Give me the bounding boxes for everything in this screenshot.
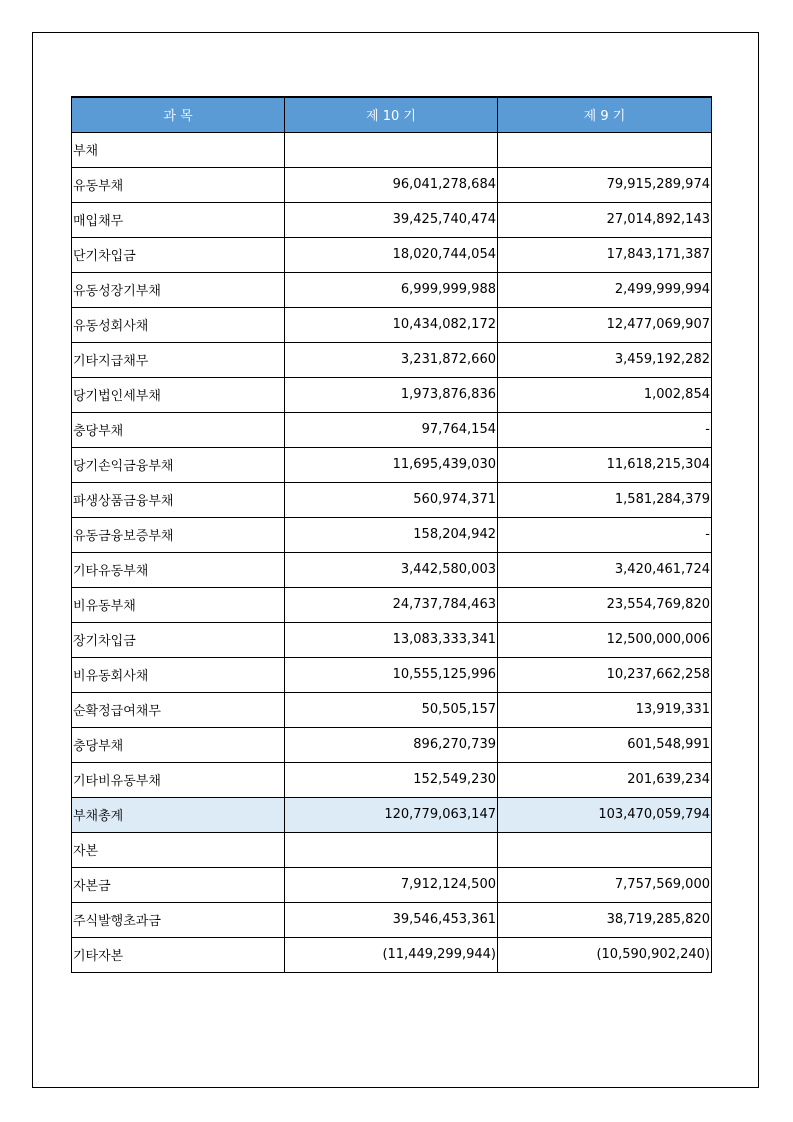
current-period-amount: 24,737,784,463 (285, 587, 498, 622)
prior-period-amount: 1,002,854 (498, 377, 712, 412)
account-name: 기타지급채무 (72, 342, 285, 377)
prior-period-amount: 3,420,461,724 (498, 552, 712, 587)
table-row (72, 832, 712, 867)
prior-period-amount: - (498, 517, 712, 552)
table-row (72, 902, 712, 937)
table-row (72, 587, 712, 622)
account-name: 기타유동부채 (72, 552, 285, 587)
prior-period-amount: 2,499,999,994 (498, 272, 712, 307)
table-row (72, 727, 712, 762)
account-name: 유동성장기부채 (72, 272, 285, 307)
account-name: 부채 (72, 132, 285, 167)
current-period-amount (285, 132, 498, 167)
prior-period-amount: 12,477,069,907 (498, 307, 712, 342)
account-name: 당기법인세부채 (72, 377, 285, 412)
prior-period-amount: 10,237,662,258 (498, 657, 712, 692)
account-name: 순확정급여채무 (72, 692, 285, 727)
prior-period-amount: 1,581,284,379 (498, 482, 712, 517)
current-period-amount: 3,231,872,660 (285, 342, 498, 377)
prior-period-amount (498, 832, 712, 867)
table-row (72, 622, 712, 657)
current-period-amount: 97,764,154 (285, 412, 498, 447)
current-period-amount: 10,434,082,172 (285, 307, 498, 342)
table-header-row (72, 97, 712, 132)
current-period-amount: 158,204,942 (285, 517, 498, 552)
prior-period-amount: 3,459,192,282 (498, 342, 712, 377)
account-name: 장기차입금 (72, 622, 285, 657)
table-row (72, 482, 712, 517)
account-name: 비유동부채 (72, 587, 285, 622)
account-name: 비유동회사채 (72, 657, 285, 692)
account-name: 부채총계 (72, 797, 285, 832)
financial-statement-table (71, 96, 712, 973)
current-period-amount: 120,779,063,147 (285, 797, 498, 832)
account-name: 충당부채 (72, 412, 285, 447)
current-period-amount: 7,912,124,500 (285, 867, 498, 902)
header-current-period: 제 10 기 (285, 97, 498, 132)
current-period-amount: 152,549,230 (285, 762, 498, 797)
current-period-amount: 3,442,580,003 (285, 552, 498, 587)
account-name: 단기차입금 (72, 237, 285, 272)
table-row (72, 517, 712, 552)
total-row (72, 797, 712, 832)
current-period-amount: 13,083,333,341 (285, 622, 498, 657)
account-name: 유동부채 (72, 167, 285, 202)
table-row (72, 937, 712, 972)
prior-period-amount: 79,915,289,974 (498, 167, 712, 202)
table-row (72, 867, 712, 902)
table-row (72, 272, 712, 307)
account-name: 자본금 (72, 867, 285, 902)
current-period-amount: 96,041,278,684 (285, 167, 498, 202)
current-period-amount: 6,999,999,988 (285, 272, 498, 307)
table-row (72, 307, 712, 342)
table-row (72, 762, 712, 797)
current-period-amount: (11,449,299,944) (285, 937, 498, 972)
account-name: 매입채무 (72, 202, 285, 237)
prior-period-amount: - (498, 412, 712, 447)
current-period-amount: 10,555,125,996 (285, 657, 498, 692)
account-name: 자본 (72, 832, 285, 867)
table-row (72, 692, 712, 727)
table-row (72, 377, 712, 412)
account-name: 주식발행초과금 (72, 902, 285, 937)
prior-period-amount: 103,470,059,794 (498, 797, 712, 832)
account-name: 유동금융보증부채 (72, 517, 285, 552)
prior-period-amount (498, 132, 712, 167)
prior-period-amount: 601,548,991 (498, 727, 712, 762)
prior-period-amount: 11,618,215,304 (498, 447, 712, 482)
prior-period-amount: 17,843,171,387 (498, 237, 712, 272)
table-row (72, 447, 712, 482)
header-account: 과 목 (72, 97, 285, 132)
header-prior-period: 제 9 기 (498, 97, 712, 132)
account-name: 파생상품금융부채 (72, 482, 285, 517)
account-name: 기타자본 (72, 937, 285, 972)
prior-period-amount: 27,014,892,143 (498, 202, 712, 237)
table-row (72, 342, 712, 377)
current-period-amount: 560,974,371 (285, 482, 498, 517)
table-row (72, 132, 712, 167)
current-period-amount: 39,546,453,361 (285, 902, 498, 937)
table-row (72, 412, 712, 447)
prior-period-amount: 12,500,000,006 (498, 622, 712, 657)
prior-period-amount: (10,590,902,240) (498, 937, 712, 972)
table-row (72, 202, 712, 237)
current-period-amount (285, 832, 498, 867)
table-row (72, 552, 712, 587)
account-name: 당기손익금융부채 (72, 447, 285, 482)
current-period-amount: 1,973,876,836 (285, 377, 498, 412)
table-body (72, 132, 712, 972)
current-period-amount: 896,270,739 (285, 727, 498, 762)
table-row (72, 657, 712, 692)
table-row (72, 167, 712, 202)
prior-period-amount: 38,719,285,820 (498, 902, 712, 937)
account-name: 충당부채 (72, 727, 285, 762)
account-name: 기타비유동부채 (72, 762, 285, 797)
current-period-amount: 18,020,744,054 (285, 237, 498, 272)
table-row (72, 237, 712, 272)
current-period-amount: 11,695,439,030 (285, 447, 498, 482)
current-period-amount: 50,505,157 (285, 692, 498, 727)
prior-period-amount: 23,554,769,820 (498, 587, 712, 622)
prior-period-amount: 7,757,569,000 (498, 867, 712, 902)
prior-period-amount: 201,639,234 (498, 762, 712, 797)
current-period-amount: 39,425,740,474 (285, 202, 498, 237)
prior-period-amount: 13,919,331 (498, 692, 712, 727)
account-name: 유동성회사채 (72, 307, 285, 342)
